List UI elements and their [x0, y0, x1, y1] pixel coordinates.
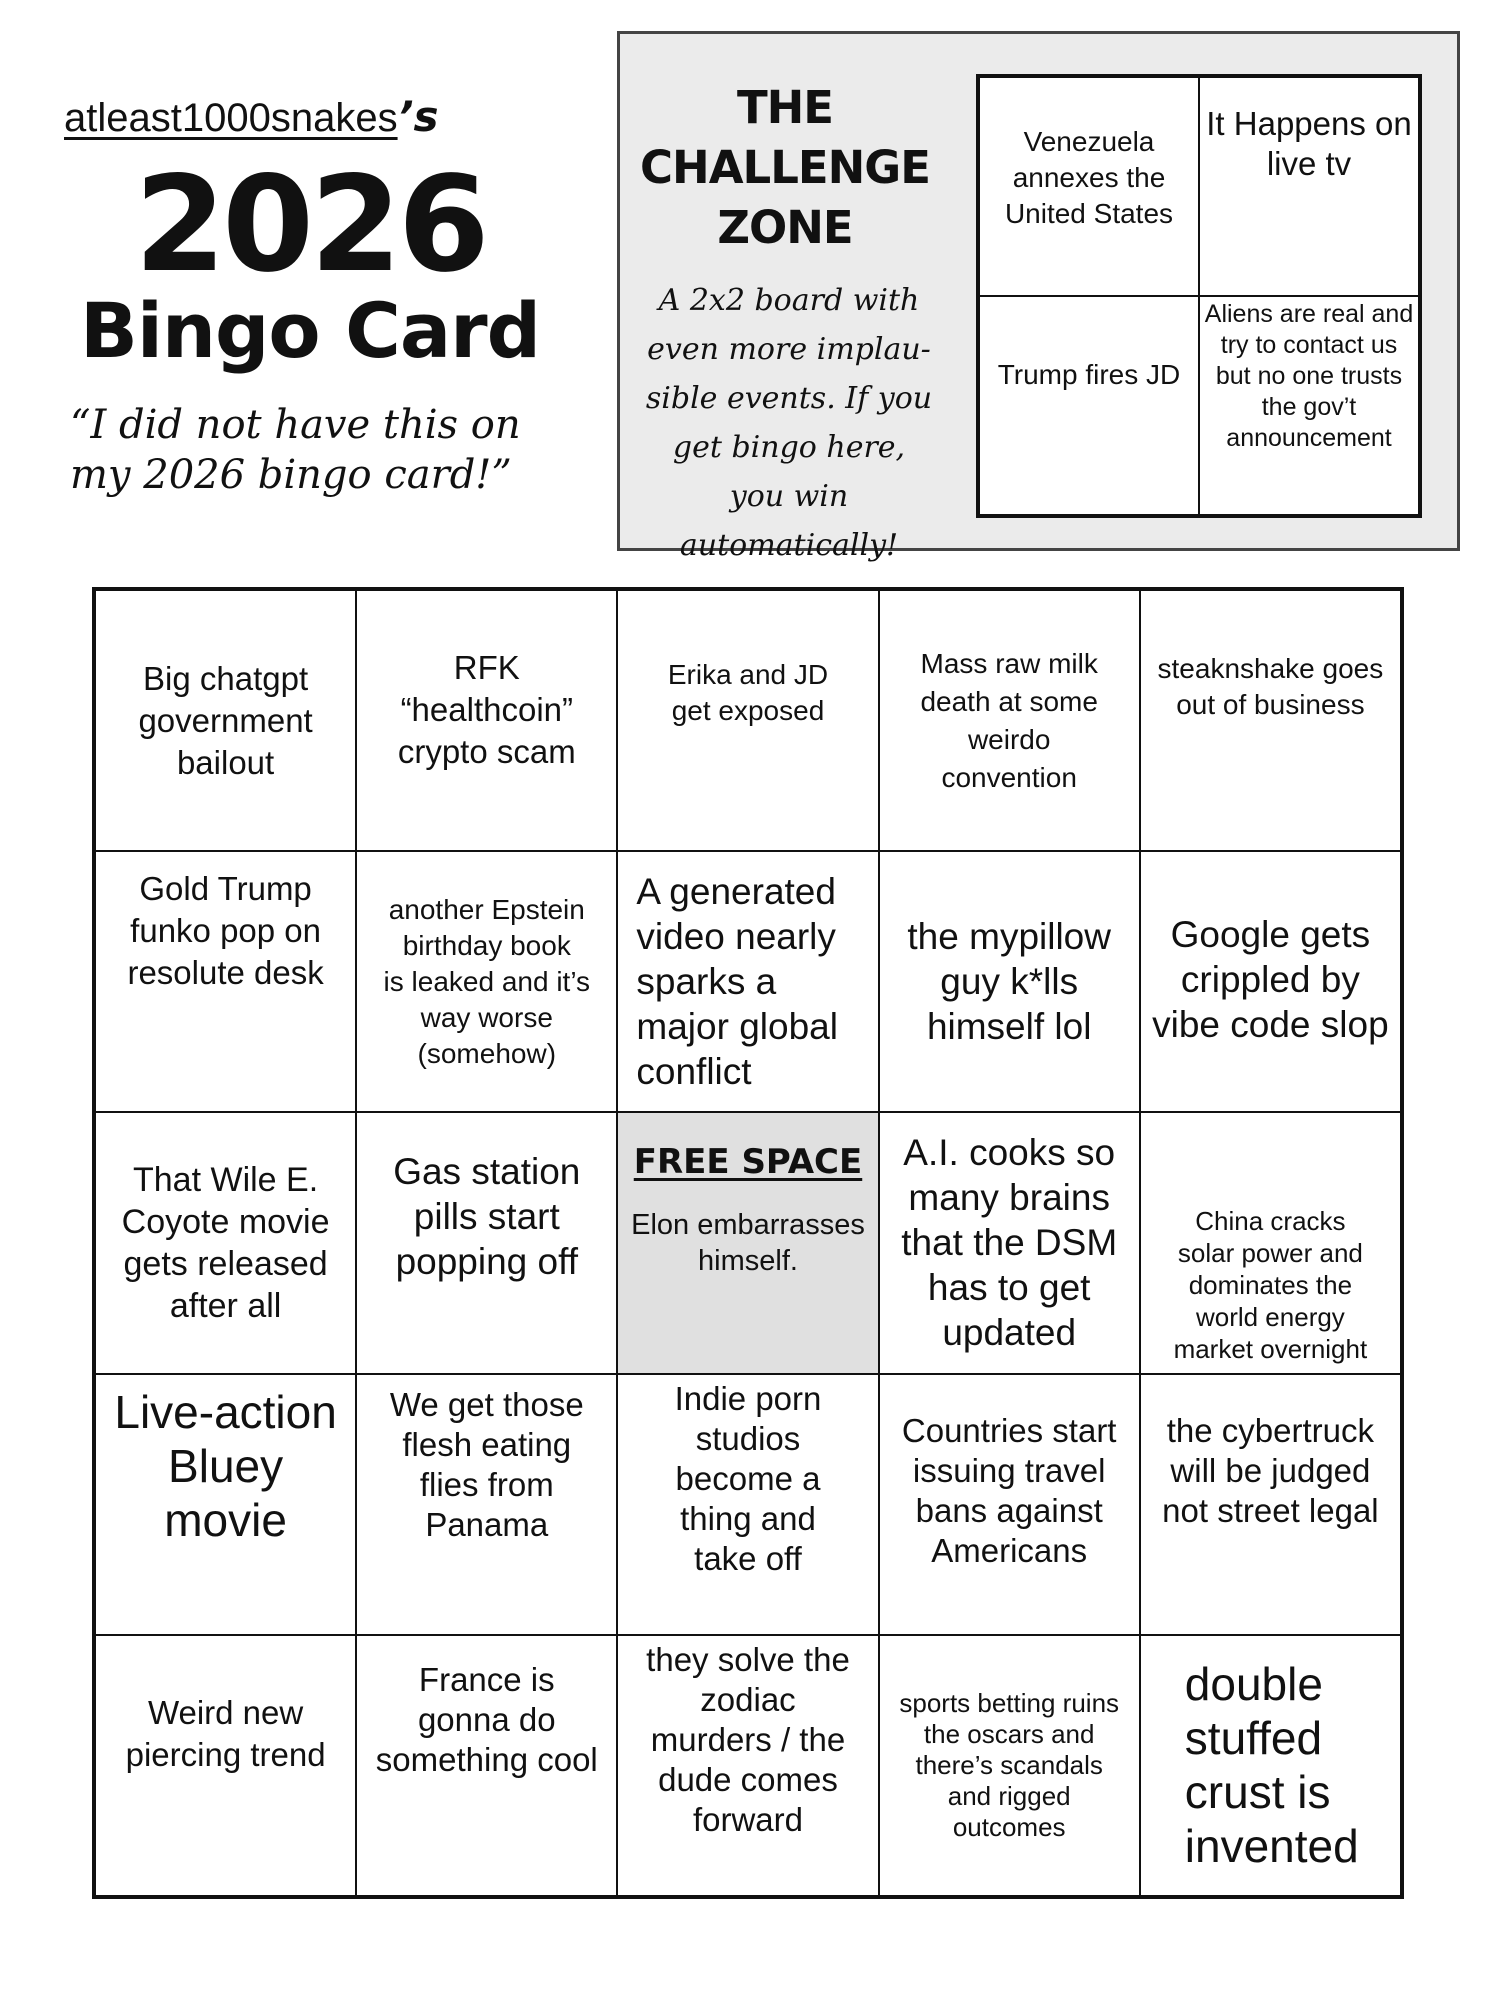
- bingo-cell[interactable]: Mass raw milk death at some weirdo convention: [879, 590, 1140, 851]
- challenge-cell[interactable]: Trump fires JD: [979, 296, 1199, 515]
- free-space-text: Elon embarrasses himself.: [631, 1209, 865, 1278]
- bingo-cell[interactable]: France is gonna do something cool: [356, 1635, 617, 1896]
- free-space-title: FREE SPACE: [633, 1142, 863, 1183]
- bingo-cell[interactable]: the cybertruck will be judged not street legal: [1140, 1374, 1401, 1635]
- challenge-zone-description: A 2x2 board with even more implau-sible events. If you get bingo here, you win automatically!: [645, 283, 933, 563]
- challenge-zone: [617, 31, 1460, 563]
- bingo-cell[interactable]: Erika and JD get exposed: [617, 590, 878, 851]
- challenge-cell[interactable]: It Happens on live tv: [1199, 77, 1419, 296]
- bingo-cell[interactable]: RFK “healthcoin” crypto scam: [356, 590, 617, 851]
- author-handle: [64, 92, 534, 152]
- bingo-cell[interactable]: double stuffed crust is invented: [1140, 1635, 1401, 1896]
- challenge-cell[interactable]: Venezuela annexes the United States: [979, 77, 1199, 296]
- bingo-cell[interactable]: A generated video nearly sparks a major global conflict: [617, 851, 878, 1112]
- bingo-board: [92, 587, 1404, 1899]
- bingo-cell[interactable]: That Wile E. Coyote movie gets released after all: [95, 1112, 356, 1373]
- card-year: 2026: [134, 148, 486, 302]
- card-quote: “I did not have this on my 2026 bingo card!”: [70, 402, 521, 498]
- bingo-cell[interactable]: steaknshake goes out of business: [1140, 590, 1401, 851]
- bingo-cell[interactable]: Live-action Bluey movie: [95, 1374, 356, 1635]
- bingo-cell[interactable]: another Epstein birthday book is leaked and it’s way worse (somehow): [356, 851, 617, 1112]
- challenge-cell[interactable]: Aliens are real and try to contact us but no one trusts the gov’t announcement: [1199, 296, 1419, 515]
- bingo-cell[interactable]: the mypillow guy k*lls himself lol: [879, 851, 1140, 1112]
- bingo-cell[interactable]: sports betting ruins the oscars and there’s scandals and rigged outcomes: [879, 1635, 1140, 1896]
- challenge-zone-title: THE CHALLENGE ZONE: [640, 81, 930, 254]
- author-possessive: ’s: [397, 92, 439, 141]
- bingo-cell[interactable]: Gold Trump funko pop on resolute desk: [95, 851, 356, 1112]
- bingo-cell[interactable]: Countries start issuing travel bans against Americans: [879, 1374, 1140, 1635]
- bingo-cell[interactable]: Indie porn studios become a thing and take off: [617, 1374, 878, 1635]
- bingo-cell[interactable]: Gas station pills start popping off: [356, 1112, 617, 1373]
- bingo-cell[interactable]: Google gets crippled by vibe code slop: [1140, 851, 1401, 1112]
- card-title: Bingo Card: [79, 285, 541, 375]
- free-space-cell[interactable]: [617, 1112, 878, 1373]
- bingo-cell[interactable]: Weird new piercing trend: [95, 1635, 356, 1896]
- bingo-cell[interactable]: China cracks solar power and dominates the world energy market overnight: [1140, 1112, 1401, 1373]
- author-name: atleast1000snakes: [64, 96, 398, 140]
- bingo-cell[interactable]: A.I. cooks so many brains that the DSM has to get updated: [879, 1112, 1140, 1373]
- bingo-cell[interactable]: Big chatgpt government bailout: [95, 590, 356, 851]
- bingo-cell[interactable]: We get those flesh eating flies from Panama: [356, 1374, 617, 1635]
- challenge-grid: [976, 74, 1422, 518]
- bingo-cell[interactable]: they solve the zodiac murders / the dude comes forward: [617, 1635, 878, 1896]
